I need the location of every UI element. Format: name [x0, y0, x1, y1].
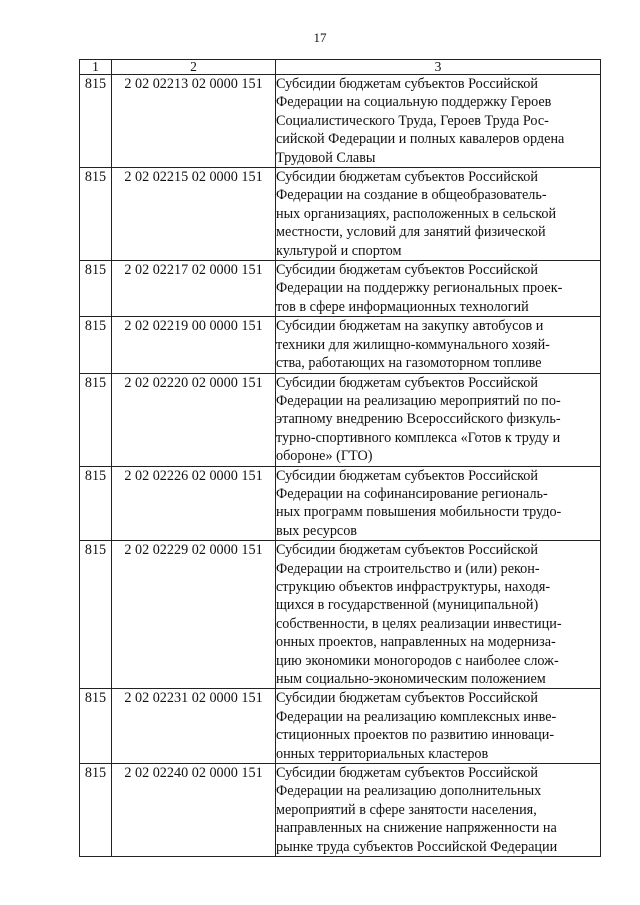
description-line: Субсидии бюджетам субъектов Российской — [276, 169, 538, 186]
admin-code-cell: 815 — [80, 261, 112, 317]
description-line: Федерации на строительство и (или) рекон- — [276, 560, 540, 577]
description-line: стиционных проектов по развитию инноваци- — [276, 727, 555, 744]
description-cell — [276, 466, 601, 541]
admin-code-cell: 815 — [80, 466, 112, 541]
classification-code-cell: 2 02 02231 02 0000 151 — [112, 689, 276, 764]
description-cell — [276, 261, 601, 317]
admin-code-cell: 815 — [80, 373, 112, 466]
description-line: струкцию объектов инфраструктуры, находя- — [276, 578, 551, 595]
table-row — [80, 317, 601, 373]
admin-code-cell: 815 — [80, 168, 112, 261]
description-line: ных программ повышения мобильности трудо- — [276, 504, 562, 521]
admin-code-cell: 815 — [80, 75, 112, 168]
table-row — [80, 261, 601, 317]
description-line: техники для жилищно-коммунального хозяй- — [276, 336, 550, 353]
description-line: культурой и спортом — [276, 242, 402, 259]
description-line: направленных на снижение напряженности на — [276, 820, 557, 837]
classification-code-cell: 2 02 02215 02 0000 151 — [112, 168, 276, 261]
description-line: Федерации на создание в общеобразователь- — [276, 187, 547, 204]
description-cell — [276, 373, 601, 466]
description-line: этапному внедрению Всероссийского физкуль- — [276, 411, 561, 428]
description-line: ства, работающих на газомоторном топливе — [276, 355, 542, 372]
description-line: Социалистического Труда, Героев Труда Рос- — [276, 112, 549, 129]
table-row — [80, 466, 601, 541]
table-row — [80, 689, 601, 764]
admin-code-cell: 815 — [80, 764, 112, 857]
column-header-2: 2 — [112, 60, 276, 75]
description-line: обороне» (ГТО) — [276, 448, 373, 465]
classification-code-cell: 2 02 02220 02 0000 151 — [112, 373, 276, 466]
classification-code-cell: 2 02 02217 02 0000 151 — [112, 261, 276, 317]
description-line: Субсидии бюджетам субъектов Российской — [276, 467, 538, 484]
table-row — [80, 168, 601, 261]
description-cell — [276, 168, 601, 261]
description-cell — [276, 764, 601, 857]
description-line: Субсидии бюджетам субъектов Российской — [276, 262, 538, 279]
description-line: Субсидии бюджетам субъектов Российской — [276, 765, 538, 782]
description-line: Федерации на софинансирование региональ- — [276, 485, 548, 502]
description-line: щихся в государственной (муниципальной) — [276, 597, 539, 614]
description-cell — [276, 317, 601, 373]
classification-code-cell: 2 02 02219 00 0000 151 — [112, 317, 276, 373]
budget-classification-table — [79, 59, 601, 857]
column-header-3: 3 — [276, 60, 601, 75]
description-cell — [276, 541, 601, 689]
description-line: Субсидии бюджетам субъектов Российской — [276, 690, 538, 707]
description-line: Субсидии бюджетам на закупку автобусов и — [276, 318, 544, 335]
description-line: турно-спортивного комплекса «Готов к труду и — [276, 429, 561, 446]
description-line: Федерации на реализацию дополнительных — [276, 783, 542, 800]
description-line: мероприятий в сфере занятости населения, — [276, 801, 537, 818]
description-line: Трудовой Славы — [276, 149, 376, 166]
description-line: рынке труда субъектов Российской Федерации — [276, 838, 558, 855]
classification-code-cell: 2 02 02229 02 0000 151 — [112, 541, 276, 689]
admin-code-cell: 815 — [80, 541, 112, 689]
description-line: местности, условий для занятий физической — [276, 224, 546, 241]
page-number: 17 — [313, 30, 327, 45]
table-body — [80, 75, 601, 857]
description-line: сийской Федерации и полных кавалеров ордена — [276, 131, 565, 148]
description-line: Субсидии бюджетам субъектов Российской — [276, 374, 538, 391]
description-cell — [276, 689, 601, 764]
description-line: цию экономики моногородов с наиболее слож- — [276, 652, 559, 669]
description-line: Федерации на поддержку региональных проек- — [276, 280, 563, 297]
description-line: ным социально-экономическим положением — [276, 671, 546, 687]
table-row — [80, 75, 601, 168]
description-cell — [276, 75, 601, 168]
description-line: Федерации на реализацию мероприятий по по- — [276, 392, 561, 409]
description-line: онных территориальных кластеров — [276, 745, 489, 762]
admin-code-cell: 815 — [80, 317, 112, 373]
description-line: тов в сфере информационных технологий — [276, 298, 529, 315]
description-line: онных проектов, направленных на модерниза- — [276, 634, 556, 651]
description-line: Федерации на реализацию комплексных инве- — [276, 708, 557, 725]
classification-code-cell: 2 02 02213 02 0000 151 — [112, 75, 276, 168]
description-line: Федерации на социальную поддержку Героев — [276, 94, 552, 111]
table-header-row — [80, 60, 601, 75]
description-line: ных организациях, расположенных в сельской — [276, 205, 557, 222]
classification-code-cell: 2 02 02240 02 0000 151 — [112, 764, 276, 857]
description-line: Субсидии бюджетам субъектов Российской — [276, 76, 538, 92]
table-row — [80, 764, 601, 857]
classification-code-cell: 2 02 02226 02 0000 151 — [112, 466, 276, 541]
description-line: вых ресурсов — [276, 522, 358, 539]
description-line: собственности, в целях реализации инвестици- — [276, 615, 562, 632]
description-line: Субсидии бюджетам субъектов Российской — [276, 542, 538, 559]
table-row — [80, 541, 601, 689]
admin-code-cell: 815 — [80, 689, 112, 764]
table-row — [80, 373, 601, 466]
column-header-1: 1 — [80, 60, 112, 75]
